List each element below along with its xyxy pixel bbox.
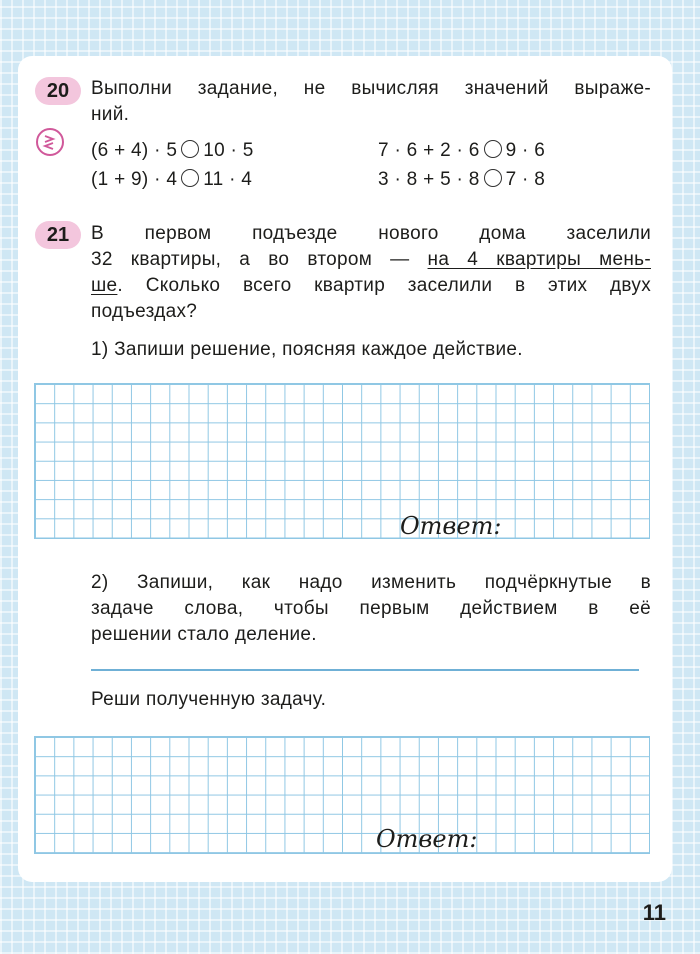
task-21-text-line-1: В первом подъезде нового дома заселили: [91, 223, 651, 244]
task-20-badge: [35, 77, 81, 105]
task-20-text-line-1: Выполни задание, не вычисляя значений выраже-: [91, 78, 651, 99]
task-21-number: 21: [46, 223, 70, 246]
answer-grid-2[interactable]: [34, 736, 650, 854]
expression-1-right: 10 · 5: [203, 140, 254, 161]
underlined-phrase-part-1: на 4 квартиры мень-: [427, 249, 651, 270]
expression-4-left: 3 · 8 + 5 · 8: [378, 169, 480, 190]
step-2-line-2: задаче слова, чтобы первым действием в её: [91, 598, 651, 619]
expression-2-left: (1 + 9) · 4: [91, 169, 178, 190]
page-number: 11: [642, 900, 666, 925]
expression-3-left: 7 · 6 + 2 · 6: [378, 140, 480, 161]
worksheet-page: [18, 56, 672, 882]
expression-2-right: 11 · 4: [203, 169, 253, 190]
compare-circle-3[interactable]: [484, 140, 502, 158]
underlined-phrase-part-2: ше: [91, 275, 118, 296]
expression-row-1-left: [91, 140, 254, 162]
step-2-line-1: 2) Запиши, как надо изменить подчёркнутые в: [91, 572, 651, 593]
compare-circle-4[interactable]: [484, 169, 502, 187]
expression-1-left: (6 + 4) · 5: [91, 140, 178, 161]
task-20-number: 20: [46, 79, 70, 102]
task-21-text-2a: 32 квартиры, а во втором —: [91, 249, 428, 270]
task-21-text-line-3: [91, 275, 651, 297]
step-1-instruction: 1) Запиши решение, поясняя каждое действие.: [91, 339, 523, 360]
expression-row-1-right: [378, 140, 545, 162]
answer-label-1: Ответ:: [400, 512, 502, 540]
task-21-text-3b: . Сколько всего квартир заселили в этих двух: [117, 275, 651, 296]
task-21-text-line-2: [91, 249, 651, 271]
task-20-text-line-2: ний.: [91, 104, 130, 125]
expression-row-2-left: [91, 169, 252, 191]
compare-circle-1[interactable]: [181, 140, 199, 158]
answer-label-2: Ответ:: [376, 825, 478, 853]
compare-circle-2[interactable]: [181, 169, 199, 187]
expression-row-2-right: [378, 169, 545, 191]
compare-icon: [35, 127, 65, 157]
answer-write-line[interactable]: [91, 669, 639, 671]
step-2-line-3: решении стало деление.: [91, 624, 317, 645]
task-21-text-line-4: подъездах?: [91, 301, 198, 322]
answer-grid-1[interactable]: [34, 383, 650, 539]
expression-4-right: 7 · 8: [505, 169, 546, 190]
task-21-badge: [35, 221, 81, 249]
expression-3-right: 9 · 6: [505, 140, 546, 161]
solve-instruction: Реши полученную задачу.: [91, 689, 327, 710]
